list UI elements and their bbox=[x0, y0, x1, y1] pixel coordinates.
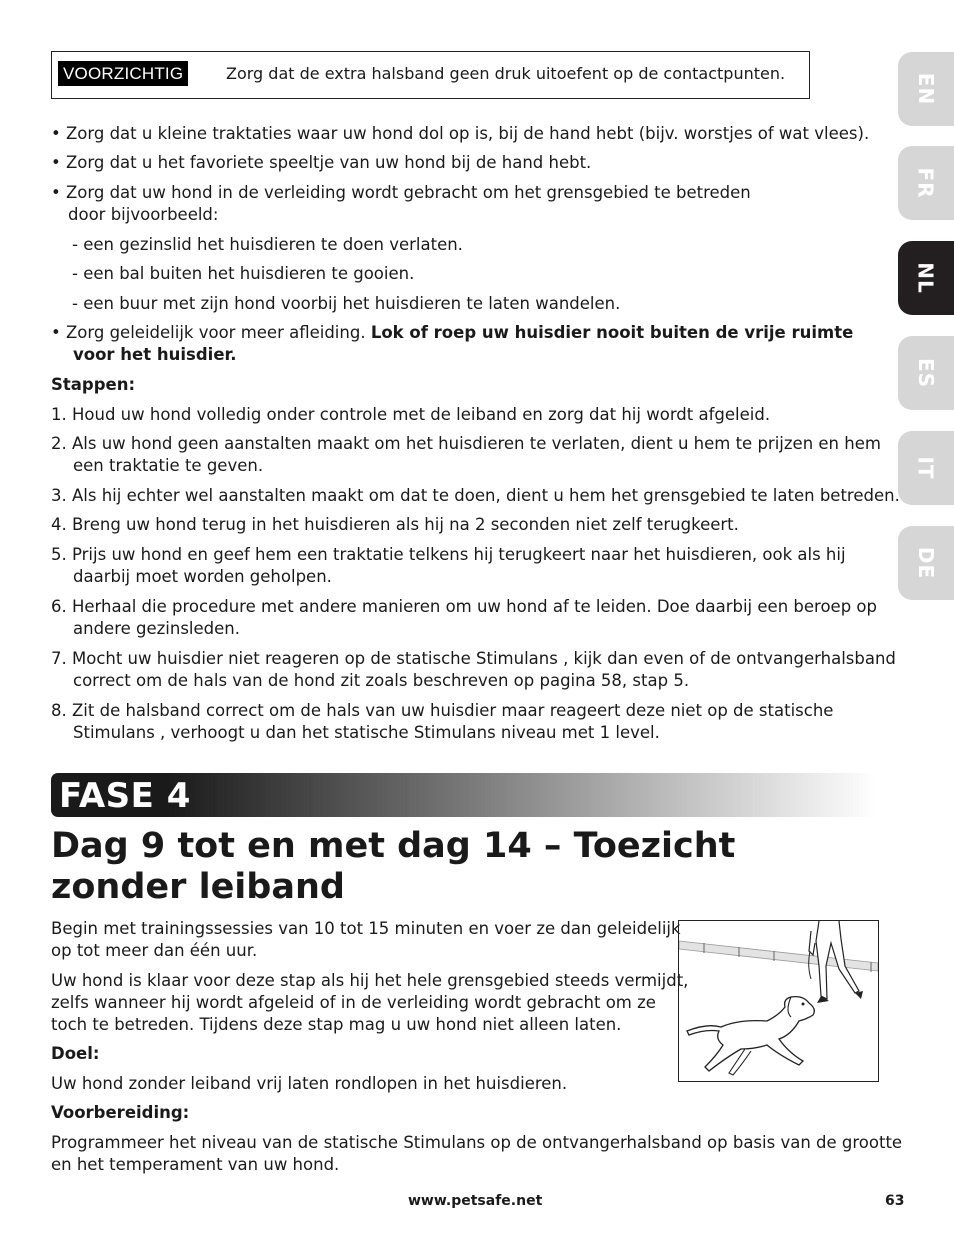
intro-line1: Begin met trainingssessies van 10 tot 15 minuten en voer ze dan geleidelijk bbox=[51, 919, 681, 938]
preparation-line2: en het temperament van uw hond. bbox=[51, 1155, 340, 1174]
tab-nl[interactable] bbox=[898, 241, 954, 315]
tab-label-de: DE bbox=[913, 546, 938, 580]
bullet-treats: • Zorg dat u kleine traktaties waar uw hond dol op is, bij de hand hebt (bijv. worstjes of wat vlees). bbox=[51, 124, 870, 143]
ready-line3: toch te betreden. Tijdens deze stap mag u uw hond niet alleen laten. bbox=[51, 1015, 622, 1034]
step-2-line2: een traktatie te geven. bbox=[73, 456, 264, 475]
preparation-line1: Programmeer het niveau van de statische Stimulans op de ontvangerhalsband op basis van de grootte bbox=[51, 1133, 903, 1152]
bullet-temptation-line2: door bijvoorbeeld: bbox=[68, 205, 219, 224]
step-8-line2: Stimulans , verhoogt u dan het statische Stimulans niveau met 1 level. bbox=[73, 723, 660, 742]
goal-text: Uw hond zonder leiband vrij laten rondlopen in het huisdieren. bbox=[51, 1074, 568, 1093]
bullet-distraction-line2: voor het huisdier. bbox=[73, 345, 237, 364]
tab-en[interactable] bbox=[898, 52, 954, 126]
sub-item-family: - een gezinslid het huisdieren te doen verlaten. bbox=[72, 235, 463, 254]
phase-label: FASE 4 bbox=[59, 776, 191, 816]
tab-de[interactable] bbox=[898, 526, 954, 600]
step-1: 1. Houd uw hond volledig onder controle met de leiband en zorg dat hij wordt afgeleid. bbox=[51, 405, 771, 424]
step-6-line2: andere gezinsleden. bbox=[73, 619, 240, 638]
step-6-line1: 6. Herhaal die procedure met andere manieren om uw hond af te leiden. Doe daarbij een beroep op bbox=[51, 597, 877, 616]
tab-it[interactable] bbox=[898, 431, 954, 505]
tab-label-fr: FR bbox=[914, 167, 938, 199]
caution-box bbox=[51, 51, 810, 99]
phase-banner bbox=[51, 773, 877, 817]
step-2-line1: 2. Als uw hond geen aanstalten maakt om het huisdieren te verlaten, dient u hem te prijzen en hem bbox=[51, 434, 881, 453]
phase-title-line1: Dag 9 tot en met dag 14 – Toezicht bbox=[51, 826, 736, 866]
intro-line2: op tot meer dan één uur. bbox=[51, 941, 258, 960]
preparation-heading: Voorbereiding: bbox=[51, 1103, 190, 1122]
steps-heading: Stappen: bbox=[51, 375, 136, 394]
step-5-line2: daarbij moet worden geholpen. bbox=[73, 567, 332, 586]
bullet-distraction-line1 bbox=[51, 322, 853, 344]
tab-label-es: ES bbox=[913, 357, 938, 389]
caution-text: Zorg dat de extra halsband geen druk uitoefent op de contactpunten. bbox=[226, 64, 786, 83]
step-7-line2: correct om de hals van de hond zit zoals beschreven op pagina 58, stap 5. bbox=[73, 671, 690, 690]
step-4: 4. Breng uw hond terug in het huisdieren als hij na 2 seconden niet zelf terugkeert. bbox=[51, 515, 739, 534]
tab-label-nl: NL bbox=[913, 262, 938, 294]
sub-item-neighbour: - een buur met zijn hond voorbij het huisdieren te laten wandelen. bbox=[72, 294, 621, 313]
tab-es[interactable] bbox=[898, 336, 954, 410]
bullet-distraction-plain: • Zorg geleidelijk voor meer afleiding. bbox=[51, 323, 371, 342]
step-3: 3. Als hij echter wel aanstalten maakt om dat te doen, dient u hem het grensgebied te laten betreden. bbox=[51, 486, 900, 505]
dog-and-owner-drawing bbox=[679, 921, 878, 1081]
step-7-line1: 7. Mocht uw huisdier niet reageren op de statische Stimulans , kijk dan even of de ontvangerhalsband bbox=[51, 649, 896, 668]
bullet-toy: • Zorg dat u het favoriete speeltje van uw hond bij de hand hebt. bbox=[51, 153, 592, 172]
ready-line1: Uw hond is klaar voor deze stap als hij het hele grensgebied steeds vermijdt, bbox=[51, 971, 689, 990]
phase-title-line2: zonder leiband bbox=[51, 867, 345, 907]
step-5-line1: 5. Prijs uw hond en geef hem een traktatie telkens hij terugkeert naar het huisdieren, ook als hij bbox=[51, 545, 846, 564]
step-8-line1: 8. Zit de halsband correct om de hals van uw huisdier maar reageert deze niet op de statische bbox=[51, 701, 834, 720]
dog-training-illustration bbox=[678, 920, 879, 1082]
tab-label-en: EN bbox=[914, 72, 938, 106]
goal-heading: Doel: bbox=[51, 1044, 100, 1063]
tab-fr[interactable] bbox=[898, 146, 954, 220]
tab-label-it: IT bbox=[914, 456, 938, 480]
sub-item-ball: - een bal buiten het huisdieren te gooien. bbox=[72, 264, 415, 283]
ready-line2: zelfs wanneer hij wordt afgeleid of in de verleiding wordt gebracht om ze bbox=[51, 993, 656, 1012]
bullet-temptation-line1: • Zorg dat uw hond in de verleiding wordt gebracht om het grensgebied te betreden bbox=[51, 183, 751, 202]
bullet-distraction-bold: Lok of roep uw huisdier nooit buiten de vrije ruimte bbox=[370, 323, 854, 342]
footer-url[interactable]: www.petsafe.net bbox=[408, 1193, 543, 1209]
caution-label: VOORZICHTIG bbox=[58, 61, 188, 86]
page-number: 63 bbox=[885, 1193, 905, 1209]
